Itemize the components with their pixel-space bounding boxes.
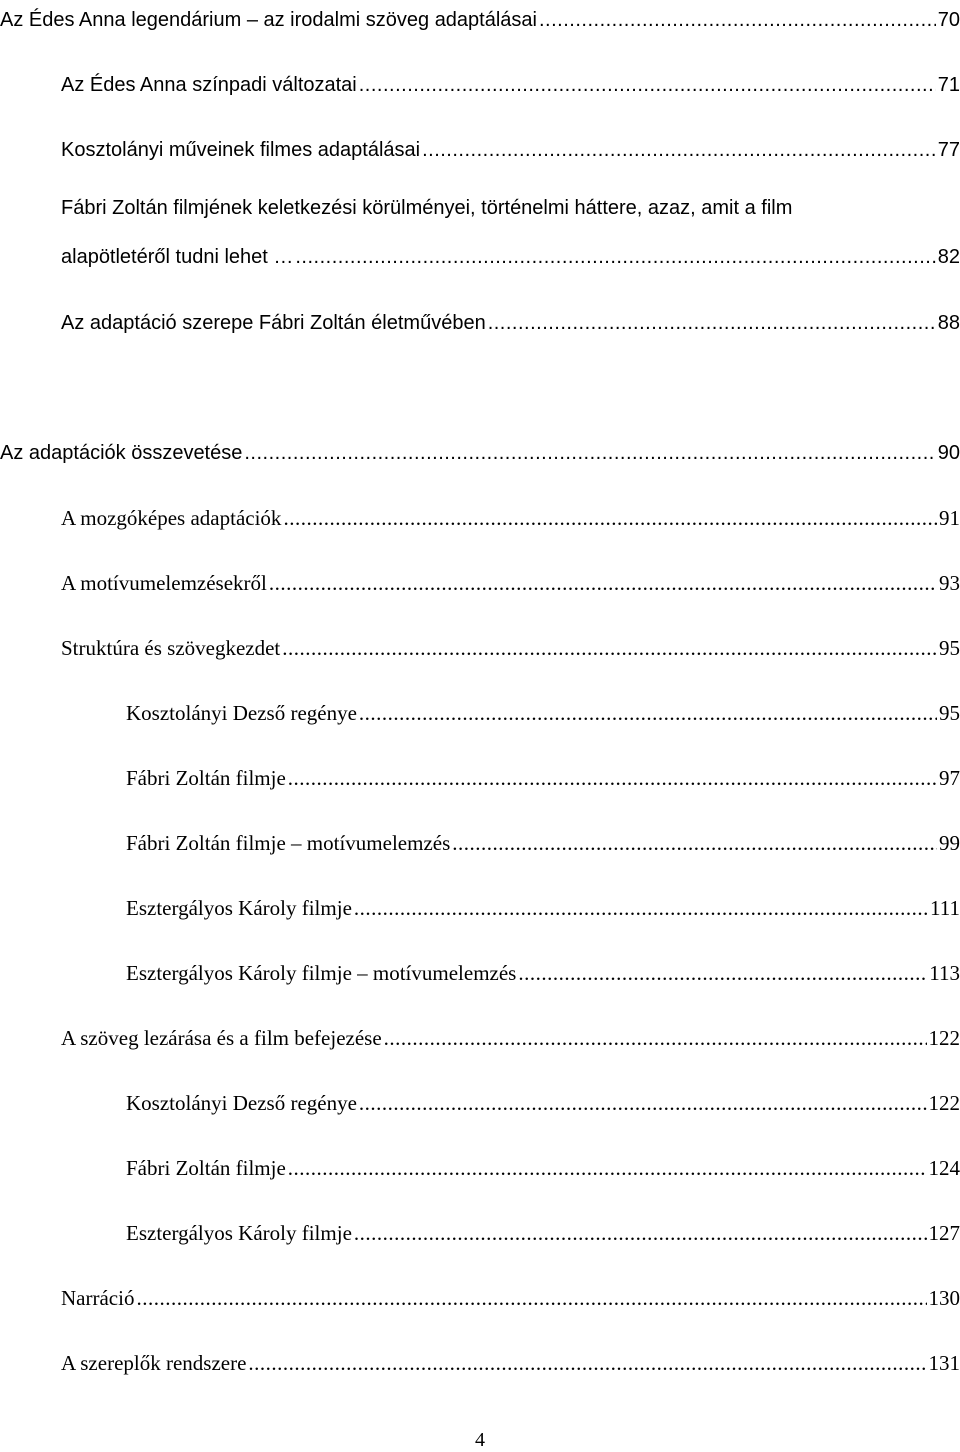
toc-entry-title: Esztergályos Károly filmje – motívumelemzés <box>126 961 517 985</box>
toc-leader-dots <box>288 1156 927 1180</box>
toc-entry-title: Az adaptációk összevetése <box>0 442 243 464</box>
toc-entry[interactable] <box>0 433 960 465</box>
toc-entry-page: 95 <box>939 701 960 725</box>
toc-leader-dots <box>288 766 937 790</box>
toc-entry-title: Az adaptáció szerepe Fábri Zoltán életművében <box>61 312 486 334</box>
toc-entry-title: Narráció <box>61 1286 135 1310</box>
toc-entry[interactable] <box>61 563 960 595</box>
toc-leader-dots <box>295 245 935 269</box>
toc-entry-title: A motívumelemzésekről <box>61 571 267 595</box>
toc-entry-page: 88 <box>937 312 960 334</box>
toc-leader-dots <box>422 138 936 162</box>
toc-entry[interactable] <box>61 237 960 269</box>
toc-leader-dots <box>269 571 937 595</box>
toc-entry-title: Az Édes Anna színpadi változatai <box>61 74 357 96</box>
toc-entry-page: 122 <box>928 1091 960 1115</box>
toc-entry-page: 71 <box>937 74 960 96</box>
toc-leader-dots <box>354 896 928 920</box>
toc-leader-dots <box>244 441 935 465</box>
toc-leader-dots <box>359 1091 927 1115</box>
toc-entry-title: A szöveg lezárása és a film befejezése <box>61 1026 382 1050</box>
toc-leader-dots <box>384 1026 927 1050</box>
toc-entry-page: 82 <box>937 246 960 268</box>
toc-entry[interactable] <box>0 0 960 32</box>
toc-leader-dots <box>539 8 936 32</box>
toc-entry-page: 127 <box>928 1221 960 1245</box>
toc-entry-page: 130 <box>928 1286 960 1310</box>
toc-entry[interactable] <box>61 498 960 530</box>
toc-leader-dots <box>359 701 937 725</box>
toc-leader-dots <box>136 1286 926 1310</box>
toc-entry[interactable] <box>61 65 960 97</box>
toc-entry-title: A mozgóképes adaptációk <box>61 506 282 530</box>
toc-leader-dots <box>283 506 937 530</box>
toc-entry-page: 99 <box>939 831 960 855</box>
toc-entry[interactable] <box>126 1083 960 1115</box>
toc-entry-title: Kosztolányi Dezső regénye <box>126 701 357 725</box>
toc-entry[interactable] <box>126 1213 960 1245</box>
toc-entry-title: Kosztolányi Dezső regénye <box>126 1091 357 1115</box>
toc-entry-page: 124 <box>928 1156 960 1180</box>
toc-leader-dots <box>452 831 937 855</box>
toc-entry[interactable] <box>126 693 960 725</box>
toc-entry-page: 77 <box>937 139 960 161</box>
toc-entry-page: 97 <box>939 766 960 790</box>
page-number: 4 <box>475 1429 485 1451</box>
toc-entry-title: Az Édes Anna legendárium – az irodalmi szöveg adaptálásai <box>0 9 537 31</box>
toc-leader-dots <box>282 636 937 660</box>
toc-entry[interactable] <box>126 953 960 985</box>
toc-leader-dots <box>248 1351 926 1375</box>
toc-entry[interactable] <box>61 303 960 335</box>
toc-entry[interactable] <box>61 1278 960 1310</box>
toc-entry[interactable] <box>126 758 960 790</box>
toc-entry-title: Esztergályos Károly filmje <box>126 1221 352 1245</box>
toc-entry-title: Kosztolányi műveinek filmes adaptálásai <box>61 139 421 161</box>
toc-leader-dots <box>488 311 936 335</box>
toc-entry-page: 122 <box>928 1026 960 1050</box>
toc-entry-title: Struktúra és szövegkezdet <box>61 636 281 660</box>
toc-entry-page: 91 <box>939 506 960 530</box>
toc-entry-page: 111 <box>930 896 960 920</box>
toc-entry-page: 93 <box>939 571 960 595</box>
toc-entry-title: A szereplők rendszere <box>61 1351 247 1375</box>
toc-entry-title: Esztergályos Károly filmje <box>126 896 352 920</box>
toc-entry-title: Fábri Zoltán filmje <box>126 766 286 790</box>
toc-entry[interactable] <box>126 888 960 920</box>
toc-entry-title: Fábri Zoltán filmje – motívumelemzés <box>126 831 451 855</box>
toc-entry-page: 70 <box>937 9 960 31</box>
toc-leader-dots <box>359 73 936 97</box>
toc-entry[interactable] <box>61 1018 960 1050</box>
toc-entry[interactable] <box>126 1148 960 1180</box>
toc-leader-dots <box>354 1221 927 1245</box>
toc-entry[interactable] <box>61 1343 960 1375</box>
toc-entry[interactable] <box>61 130 960 162</box>
toc-entry-title: Fábri Zoltán filmje <box>126 1156 286 1180</box>
toc-entry[interactable] <box>126 823 960 855</box>
toc-entry-title: alapötletéről tudni lehet … <box>61 246 294 268</box>
toc-entry-page: 131 <box>928 1351 960 1375</box>
toc-entry-page: 95 <box>939 636 960 660</box>
toc-entry-page: 90 <box>937 442 960 464</box>
toc-leader-dots <box>518 961 927 985</box>
toc-entry[interactable] <box>61 628 960 660</box>
toc-entry-title-line1: Fábri Zoltán filmjének keletkezési körülményei, történelmi háttere, azaz, amit a film <box>61 197 793 219</box>
toc-entry-page: 113 <box>929 961 960 985</box>
